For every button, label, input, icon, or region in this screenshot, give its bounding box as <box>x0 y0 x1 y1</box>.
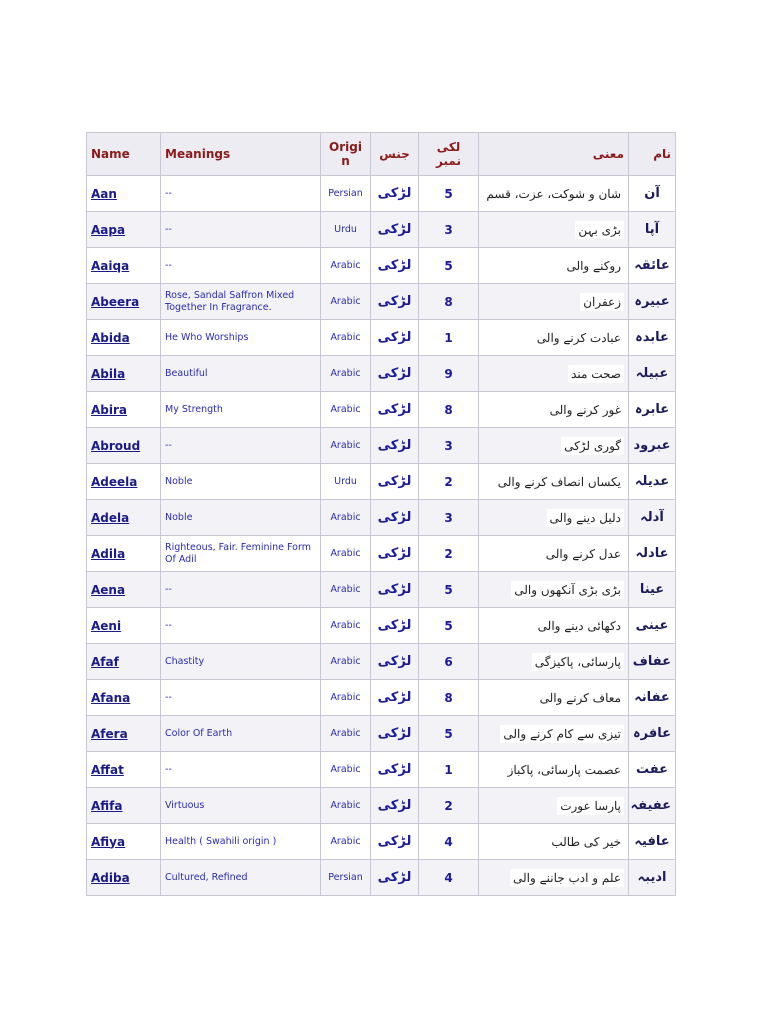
header-urdu-name: نام <box>629 133 676 176</box>
urdu-meaning-text: عدل کرنے والی <box>543 545 624 563</box>
name-cell <box>87 644 161 680</box>
name-link[interactable]: Aapa <box>91 222 126 237</box>
name-cell <box>87 716 161 752</box>
origin-cell: Arabic <box>321 644 371 680</box>
urdu-meaning-text: علم و ادب جاننے والی <box>510 869 624 887</box>
urdu-name-cell: عافیہ <box>629 824 676 860</box>
gender-cell: لڑکی <box>371 752 419 788</box>
name-link[interactable]: Afana <box>91 690 131 705</box>
lucky-number-cell: 1 <box>419 752 479 788</box>
gender-cell: لڑکی <box>371 320 419 356</box>
lucky-number-cell: 4 <box>419 860 479 896</box>
urdu-meaning-cell <box>479 392 629 428</box>
name-cell <box>87 176 161 212</box>
table-row <box>87 500 676 536</box>
name-link[interactable]: Aena <box>91 582 126 597</box>
gender-cell: لڑکی <box>371 248 419 284</box>
gender-cell: لڑکی <box>371 644 419 680</box>
lucky-number-cell: 9 <box>419 356 479 392</box>
name-link[interactable]: Afifa <box>91 798 123 813</box>
table-row <box>87 248 676 284</box>
lucky-number-cell: 5 <box>419 572 479 608</box>
table-row <box>87 356 676 392</box>
urdu-meaning-text: غور کرنے والی <box>547 401 624 419</box>
name-cell <box>87 860 161 896</box>
urdu-meaning-cell <box>479 248 629 284</box>
meaning-cell: -- <box>161 608 321 644</box>
origin-cell: Arabic <box>321 284 371 320</box>
urdu-meaning-text: دکھائی دینے والی <box>535 617 624 635</box>
table-row <box>87 428 676 464</box>
meaning-cell: Rose, Sandal Saffron Mixed Together In Fragrance. <box>161 284 321 320</box>
gender-cell: لڑکی <box>371 392 419 428</box>
urdu-meaning-text: تیزی سے کام کرنے والی <box>500 725 624 743</box>
gender-cell: لڑکی <box>371 572 419 608</box>
origin-cell: Arabic <box>321 752 371 788</box>
urdu-meaning-cell <box>479 824 629 860</box>
urdu-meaning-text: خیر کی طالب <box>548 833 624 851</box>
urdu-name-cell: عبیلہ <box>629 356 676 392</box>
urdu-meaning-cell <box>479 680 629 716</box>
urdu-name-cell: ادیبہ <box>629 860 676 896</box>
names-table <box>86 132 676 896</box>
meaning-cell: Noble <box>161 500 321 536</box>
table-row <box>87 860 676 896</box>
urdu-meaning-cell <box>479 536 629 572</box>
origin-cell: Arabic <box>321 536 371 572</box>
meaning-cell: -- <box>161 176 321 212</box>
meaning-cell: Color Of Earth <box>161 716 321 752</box>
header-row <box>87 133 676 176</box>
name-link[interactable]: Afiya <box>91 834 126 849</box>
name-link[interactable]: Adela <box>91 510 130 525</box>
name-cell <box>87 608 161 644</box>
gender-cell: لڑکی <box>371 212 419 248</box>
lucky-number-cell: 5 <box>419 176 479 212</box>
urdu-name-cell: عفاف <box>629 644 676 680</box>
table-row <box>87 716 676 752</box>
table-row <box>87 284 676 320</box>
urdu-name-cell: عادلہ <box>629 536 676 572</box>
origin-cell: Arabic <box>321 428 371 464</box>
urdu-meaning-text: پارسا عورت <box>557 797 624 815</box>
table-row <box>87 464 676 500</box>
header-name: Name <box>87 133 161 176</box>
name-cell <box>87 356 161 392</box>
urdu-name-cell: آدلہ <box>629 500 676 536</box>
urdu-meaning-cell <box>479 572 629 608</box>
urdu-meaning-text: گوری لڑکی <box>561 437 624 455</box>
name-cell <box>87 464 161 500</box>
origin-cell: Urdu <box>321 212 371 248</box>
lucky-number-cell: 4 <box>419 824 479 860</box>
table-row <box>87 788 676 824</box>
urdu-meaning-text: عبادت کرنے والی <box>534 329 624 347</box>
table-row <box>87 212 676 248</box>
lucky-number-cell: 5 <box>419 248 479 284</box>
name-link[interactable]: Affat <box>91 762 124 777</box>
urdu-meaning-text: بڑی بڑی آنکھوں والی <box>511 581 624 599</box>
urdu-meaning-cell <box>479 428 629 464</box>
lucky-number-cell: 3 <box>419 500 479 536</box>
urdu-meaning-cell <box>479 752 629 788</box>
name-cell <box>87 428 161 464</box>
origin-cell: Arabic <box>321 572 371 608</box>
meaning-cell: -- <box>161 428 321 464</box>
gender-cell: لڑکی <box>371 428 419 464</box>
urdu-name-cell: عدیلہ <box>629 464 676 500</box>
origin-cell: Arabic <box>321 608 371 644</box>
lucky-number-cell: 8 <box>419 392 479 428</box>
header-gender: جنس <box>371 133 419 176</box>
urdu-name-cell: عبرود <box>629 428 676 464</box>
lucky-number-cell: 3 <box>419 428 479 464</box>
origin-cell: Arabic <box>321 356 371 392</box>
urdu-name-cell: آپا <box>629 212 676 248</box>
name-link[interactable]: Afera <box>91 726 128 741</box>
meaning-cell: My Strength <box>161 392 321 428</box>
gender-cell: لڑکی <box>371 860 419 896</box>
urdu-meaning-cell <box>479 284 629 320</box>
meaning-cell: Chastity <box>161 644 321 680</box>
lucky-number-cell: 5 <box>419 716 479 752</box>
header-origin: Origi n <box>321 133 371 176</box>
meaning-cell: Virtuous <box>161 788 321 824</box>
lucky-number-cell: 2 <box>419 536 479 572</box>
name-link[interactable]: Aeni <box>91 618 122 633</box>
urdu-meaning-cell <box>479 644 629 680</box>
name-link[interactable]: Abeera <box>91 294 140 309</box>
urdu-meaning-text: صحت مند <box>568 365 624 383</box>
name-cell <box>87 500 161 536</box>
urdu-meaning-cell <box>479 464 629 500</box>
name-cell <box>87 680 161 716</box>
lucky-number-cell: 5 <box>419 608 479 644</box>
name-link[interactable]: Aan <box>91 186 117 201</box>
urdu-meaning-cell <box>479 608 629 644</box>
name-cell <box>87 824 161 860</box>
lucky-number-cell: 2 <box>419 788 479 824</box>
table-row <box>87 752 676 788</box>
urdu-name-cell: عابرہ <box>629 392 676 428</box>
urdu-meaning-text: معاف کرنے والی <box>537 689 624 707</box>
urdu-name-cell: آن <box>629 176 676 212</box>
urdu-name-cell: عفیفہ <box>629 788 676 824</box>
gender-cell: لڑکی <box>371 536 419 572</box>
lucky-number-cell: 6 <box>419 644 479 680</box>
name-cell <box>87 572 161 608</box>
origin-cell: Arabic <box>321 788 371 824</box>
lucky-number-cell: 1 <box>419 320 479 356</box>
meaning-cell: -- <box>161 572 321 608</box>
name-cell <box>87 752 161 788</box>
table-row <box>87 536 676 572</box>
table-row <box>87 572 676 608</box>
urdu-meaning-cell <box>479 788 629 824</box>
urdu-meaning-cell <box>479 356 629 392</box>
origin-cell: Urdu <box>321 464 371 500</box>
gender-cell: لڑکی <box>371 716 419 752</box>
lucky-number-cell: 8 <box>419 680 479 716</box>
meaning-cell: -- <box>161 680 321 716</box>
urdu-meaning-text: دلیل دینے والی <box>547 509 624 527</box>
origin-cell: Persian <box>321 860 371 896</box>
urdu-meaning-cell <box>479 176 629 212</box>
urdu-name-cell: عائقہ <box>629 248 676 284</box>
urdu-meaning-text: بڑی بہن <box>575 221 624 239</box>
origin-cell: Arabic <box>321 248 371 284</box>
name-cell <box>87 536 161 572</box>
gender-cell: لڑکی <box>371 824 419 860</box>
meaning-cell: He Who Worships <box>161 320 321 356</box>
name-cell <box>87 284 161 320</box>
gender-cell: لڑکی <box>371 464 419 500</box>
lucky-number-cell: 3 <box>419 212 479 248</box>
meaning-cell: Beautiful <box>161 356 321 392</box>
urdu-name-cell: عابدہ <box>629 320 676 356</box>
meaning-cell: Righteous, Fair. Feminine Form Of Adil <box>161 536 321 572</box>
urdu-meaning-text: یکساں انصاف کرنے والی <box>495 473 624 491</box>
origin-cell: Arabic <box>321 824 371 860</box>
gender-cell: لڑکی <box>371 284 419 320</box>
urdu-name-cell: عینا <box>629 572 676 608</box>
meaning-cell: -- <box>161 248 321 284</box>
name-cell <box>87 248 161 284</box>
urdu-name-cell: عفانہ <box>629 680 676 716</box>
origin-cell: Arabic <box>321 680 371 716</box>
urdu-meaning-cell <box>479 320 629 356</box>
urdu-name-cell: عبیرہ <box>629 284 676 320</box>
gender-cell: لڑکی <box>371 356 419 392</box>
name-link[interactable]: Abroud <box>91 438 141 453</box>
urdu-name-cell: عفت <box>629 752 676 788</box>
meaning-cell: -- <box>161 752 321 788</box>
gender-cell: لڑکی <box>371 680 419 716</box>
urdu-meaning-text: زعفران <box>580 293 624 311</box>
name-link[interactable]: Abida <box>91 330 130 345</box>
gender-cell: لڑکی <box>371 608 419 644</box>
header-meanings: Meanings <box>161 133 321 176</box>
gender-cell: لڑکی <box>371 500 419 536</box>
meaning-cell: -- <box>161 212 321 248</box>
gender-cell: لڑکی <box>371 176 419 212</box>
name-cell <box>87 788 161 824</box>
urdu-meaning-text: روکنے والی <box>563 257 624 275</box>
name-link[interactable]: Afaf <box>91 654 119 669</box>
table-row <box>87 608 676 644</box>
table-row <box>87 644 676 680</box>
table-row <box>87 176 676 212</box>
origin-cell: Arabic <box>321 392 371 428</box>
urdu-meaning-text: پارسائی، پاکیزگی <box>532 653 624 671</box>
origin-cell: Arabic <box>321 716 371 752</box>
urdu-name-cell: عینی <box>629 608 676 644</box>
name-cell <box>87 320 161 356</box>
origin-cell: Arabic <box>321 320 371 356</box>
lucky-number-cell: 8 <box>419 284 479 320</box>
name-link[interactable]: Abila <box>91 366 126 381</box>
urdu-meaning-cell <box>479 500 629 536</box>
name-link[interactable]: Adeela <box>91 474 138 489</box>
table-row <box>87 824 676 860</box>
name-link[interactable]: Aaiqa <box>91 258 130 273</box>
header-urdu-meaning: معنی <box>479 133 629 176</box>
gender-cell: لڑکی <box>371 788 419 824</box>
meaning-cell: Health ( Swahili origin ) <box>161 824 321 860</box>
table-row <box>87 680 676 716</box>
table-row <box>87 320 676 356</box>
name-link[interactable]: Abira <box>91 402 128 417</box>
meaning-cell: Noble <box>161 464 321 500</box>
origin-cell: Persian <box>321 176 371 212</box>
urdu-meaning-text: عصمت پارسائی، پاکباز <box>505 761 624 779</box>
urdu-meaning-text: شان و شوکت، عزت، قسم <box>483 185 624 203</box>
meaning-cell: Cultured, Refined <box>161 860 321 896</box>
urdu-meaning-cell <box>479 716 629 752</box>
table-row <box>87 392 676 428</box>
urdu-name-cell: عافرہ <box>629 716 676 752</box>
name-link[interactable]: Adila <box>91 546 126 561</box>
urdu-meaning-cell <box>479 860 629 896</box>
origin-cell: Arabic <box>321 500 371 536</box>
header-lucky-number: لکی نمبر <box>419 133 479 176</box>
name-cell <box>87 392 161 428</box>
name-cell <box>87 212 161 248</box>
lucky-number-cell: 2 <box>419 464 479 500</box>
urdu-meaning-cell <box>479 212 629 248</box>
name-link[interactable]: Adiba <box>91 870 130 885</box>
